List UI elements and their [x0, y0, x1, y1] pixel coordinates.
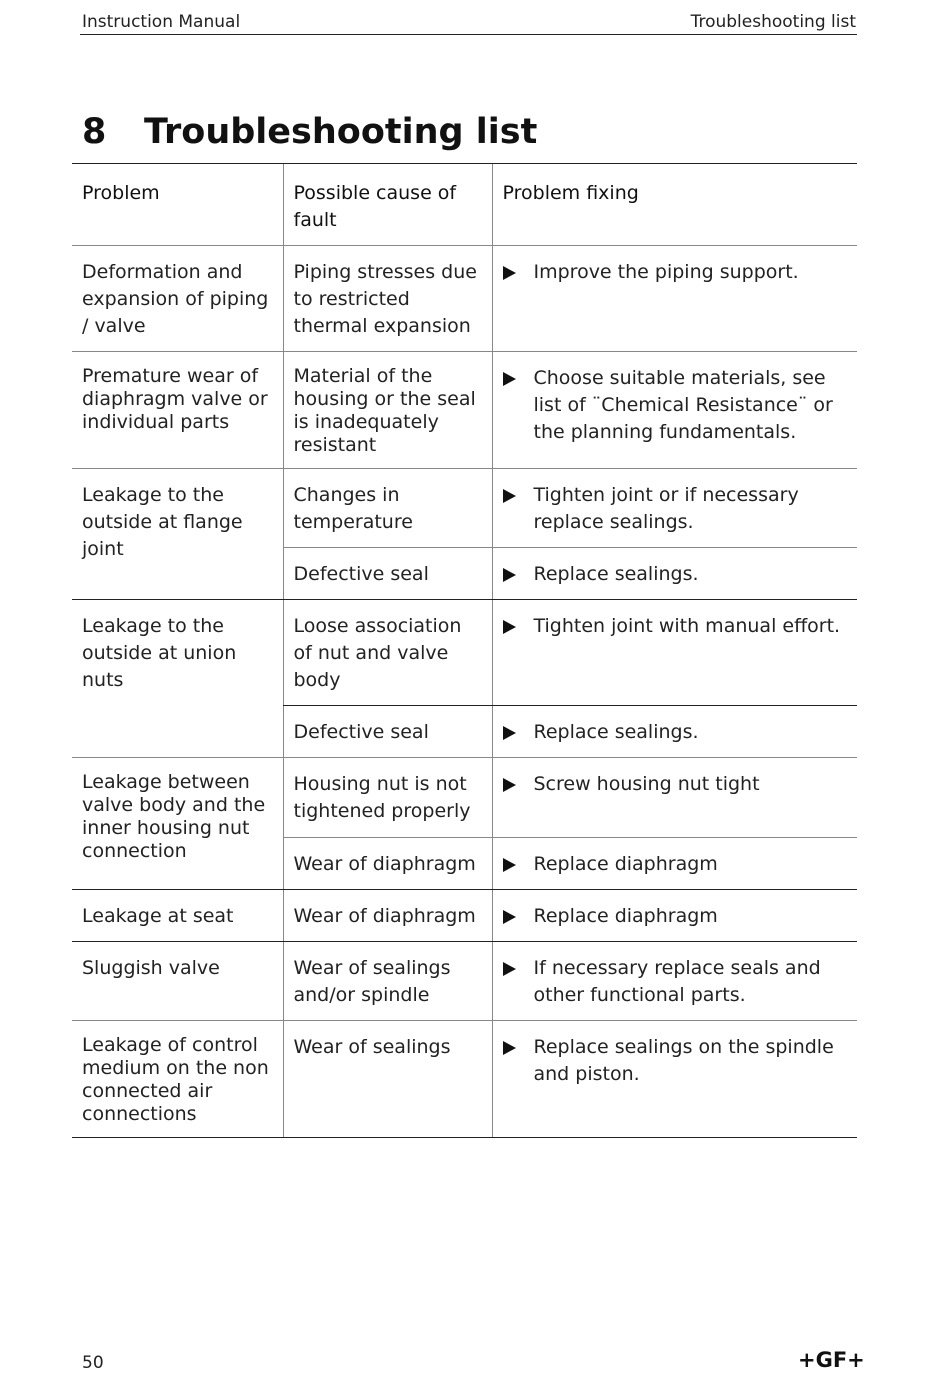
right-triangle-arrow-icon: [503, 266, 516, 280]
header-left-text: Instruction Manual: [82, 12, 241, 32]
cause-cell: Defective seal: [283, 548, 492, 600]
fix-text: Tighten joint or if necessary replace sealings.: [533, 484, 799, 533]
fix-text: Replace sealings.: [533, 721, 699, 743]
fix-cell: [492, 352, 857, 469]
right-triangle-arrow-icon: [503, 620, 516, 634]
fix-cell: [492, 1021, 857, 1138]
table-row: [72, 600, 857, 706]
fix-text: Choose suitable materials, see list of ¨Chemical Resistance¨ or the planning fundamentals.: [533, 367, 833, 443]
table-row: [72, 890, 857, 942]
problem-cell: Leakage of control medium on the non connected air connections: [72, 1021, 283, 1138]
fix-text: If necessary replace seals and other functional parts.: [533, 957, 821, 1006]
fix-text: Replace sealings on the spindle and piston.: [533, 1036, 834, 1085]
fix-text: Replace diaphragm: [533, 905, 718, 927]
right-triangle-arrow-icon: [503, 910, 516, 924]
table-row: [72, 469, 857, 548]
column-header-fix: Problem fixing: [492, 164, 857, 246]
problem-cell: Deformation and expansion of piping / valve: [72, 246, 283, 352]
troubleshooting-table: [72, 163, 857, 1138]
fix-text: Replace diaphragm: [533, 853, 718, 875]
right-triangle-arrow-icon: [503, 489, 516, 503]
fix-cell: [492, 246, 857, 352]
cause-cell: Changes in temperature: [283, 469, 492, 548]
right-triangle-arrow-icon: [503, 858, 516, 872]
cause-cell: Loose association of nut and valve body: [283, 600, 492, 706]
cause-cell: Wear of sealings: [283, 1021, 492, 1138]
problem-cell: Sluggish valve: [72, 942, 283, 1021]
cause-cell: Wear of sealings and/or spindle: [283, 942, 492, 1021]
table-row: [72, 942, 857, 1021]
column-header-cause: Possible cause of fault: [283, 164, 492, 246]
fix-text: Replace sealings.: [533, 563, 699, 585]
cause-cell: Housing nut is not tightened properly: [283, 758, 492, 838]
column-header-problem: Problem: [72, 164, 283, 246]
fix-cell: [492, 838, 857, 890]
right-triangle-arrow-icon: [503, 778, 516, 792]
table-row: [72, 758, 857, 838]
section-number: 8: [82, 112, 107, 152]
right-triangle-arrow-icon: [503, 1041, 516, 1055]
table-row: [72, 246, 857, 352]
fix-cell: [492, 600, 857, 706]
fix-cell: [492, 758, 857, 838]
table-row: [72, 352, 857, 469]
fix-cell: [492, 706, 857, 758]
problem-cell: Leakage at seat: [72, 890, 283, 942]
header-right-text: Troubleshooting list: [690, 12, 856, 32]
problem-cell: Leakage to the outside at flange joint: [72, 469, 283, 600]
cause-cell: Piping stresses due to restricted thermal expansion: [283, 246, 492, 352]
right-triangle-arrow-icon: [503, 372, 516, 386]
cause-cell: Defective seal: [283, 706, 492, 758]
table-header-row: [72, 164, 857, 246]
cause-cell: Material of the housing or the seal is inadequately resistant: [283, 352, 492, 469]
section-title: [82, 112, 537, 152]
section-title-text: Troubleshooting list: [144, 112, 538, 152]
cause-cell: Wear of diaphragm: [283, 890, 492, 942]
fix-text: Improve the piping support.: [533, 261, 799, 283]
right-triangle-arrow-icon: [503, 962, 516, 976]
fix-cell: [492, 469, 857, 548]
right-triangle-arrow-icon: [503, 726, 516, 740]
problem-cell: Leakage to the outside at union nuts: [72, 600, 283, 758]
problem-cell: Premature wear of diaphragm valve or individual parts: [72, 352, 283, 469]
gf-logo: +GF+: [798, 1348, 865, 1372]
page-number: 50: [82, 1353, 104, 1373]
table-row: [72, 1021, 857, 1138]
problem-cell: Leakage between valve body and the inner housing nut connection: [72, 758, 283, 890]
cause-cell: Wear of diaphragm: [283, 838, 492, 890]
fix-text: Tighten joint with manual effort.: [533, 615, 841, 637]
fix-cell: [492, 942, 857, 1021]
fix-text: Screw housing nut tight: [533, 773, 760, 795]
running-header: [80, 10, 857, 35]
fix-cell: [492, 890, 857, 942]
fix-cell: [492, 548, 857, 600]
right-triangle-arrow-icon: [503, 568, 516, 582]
